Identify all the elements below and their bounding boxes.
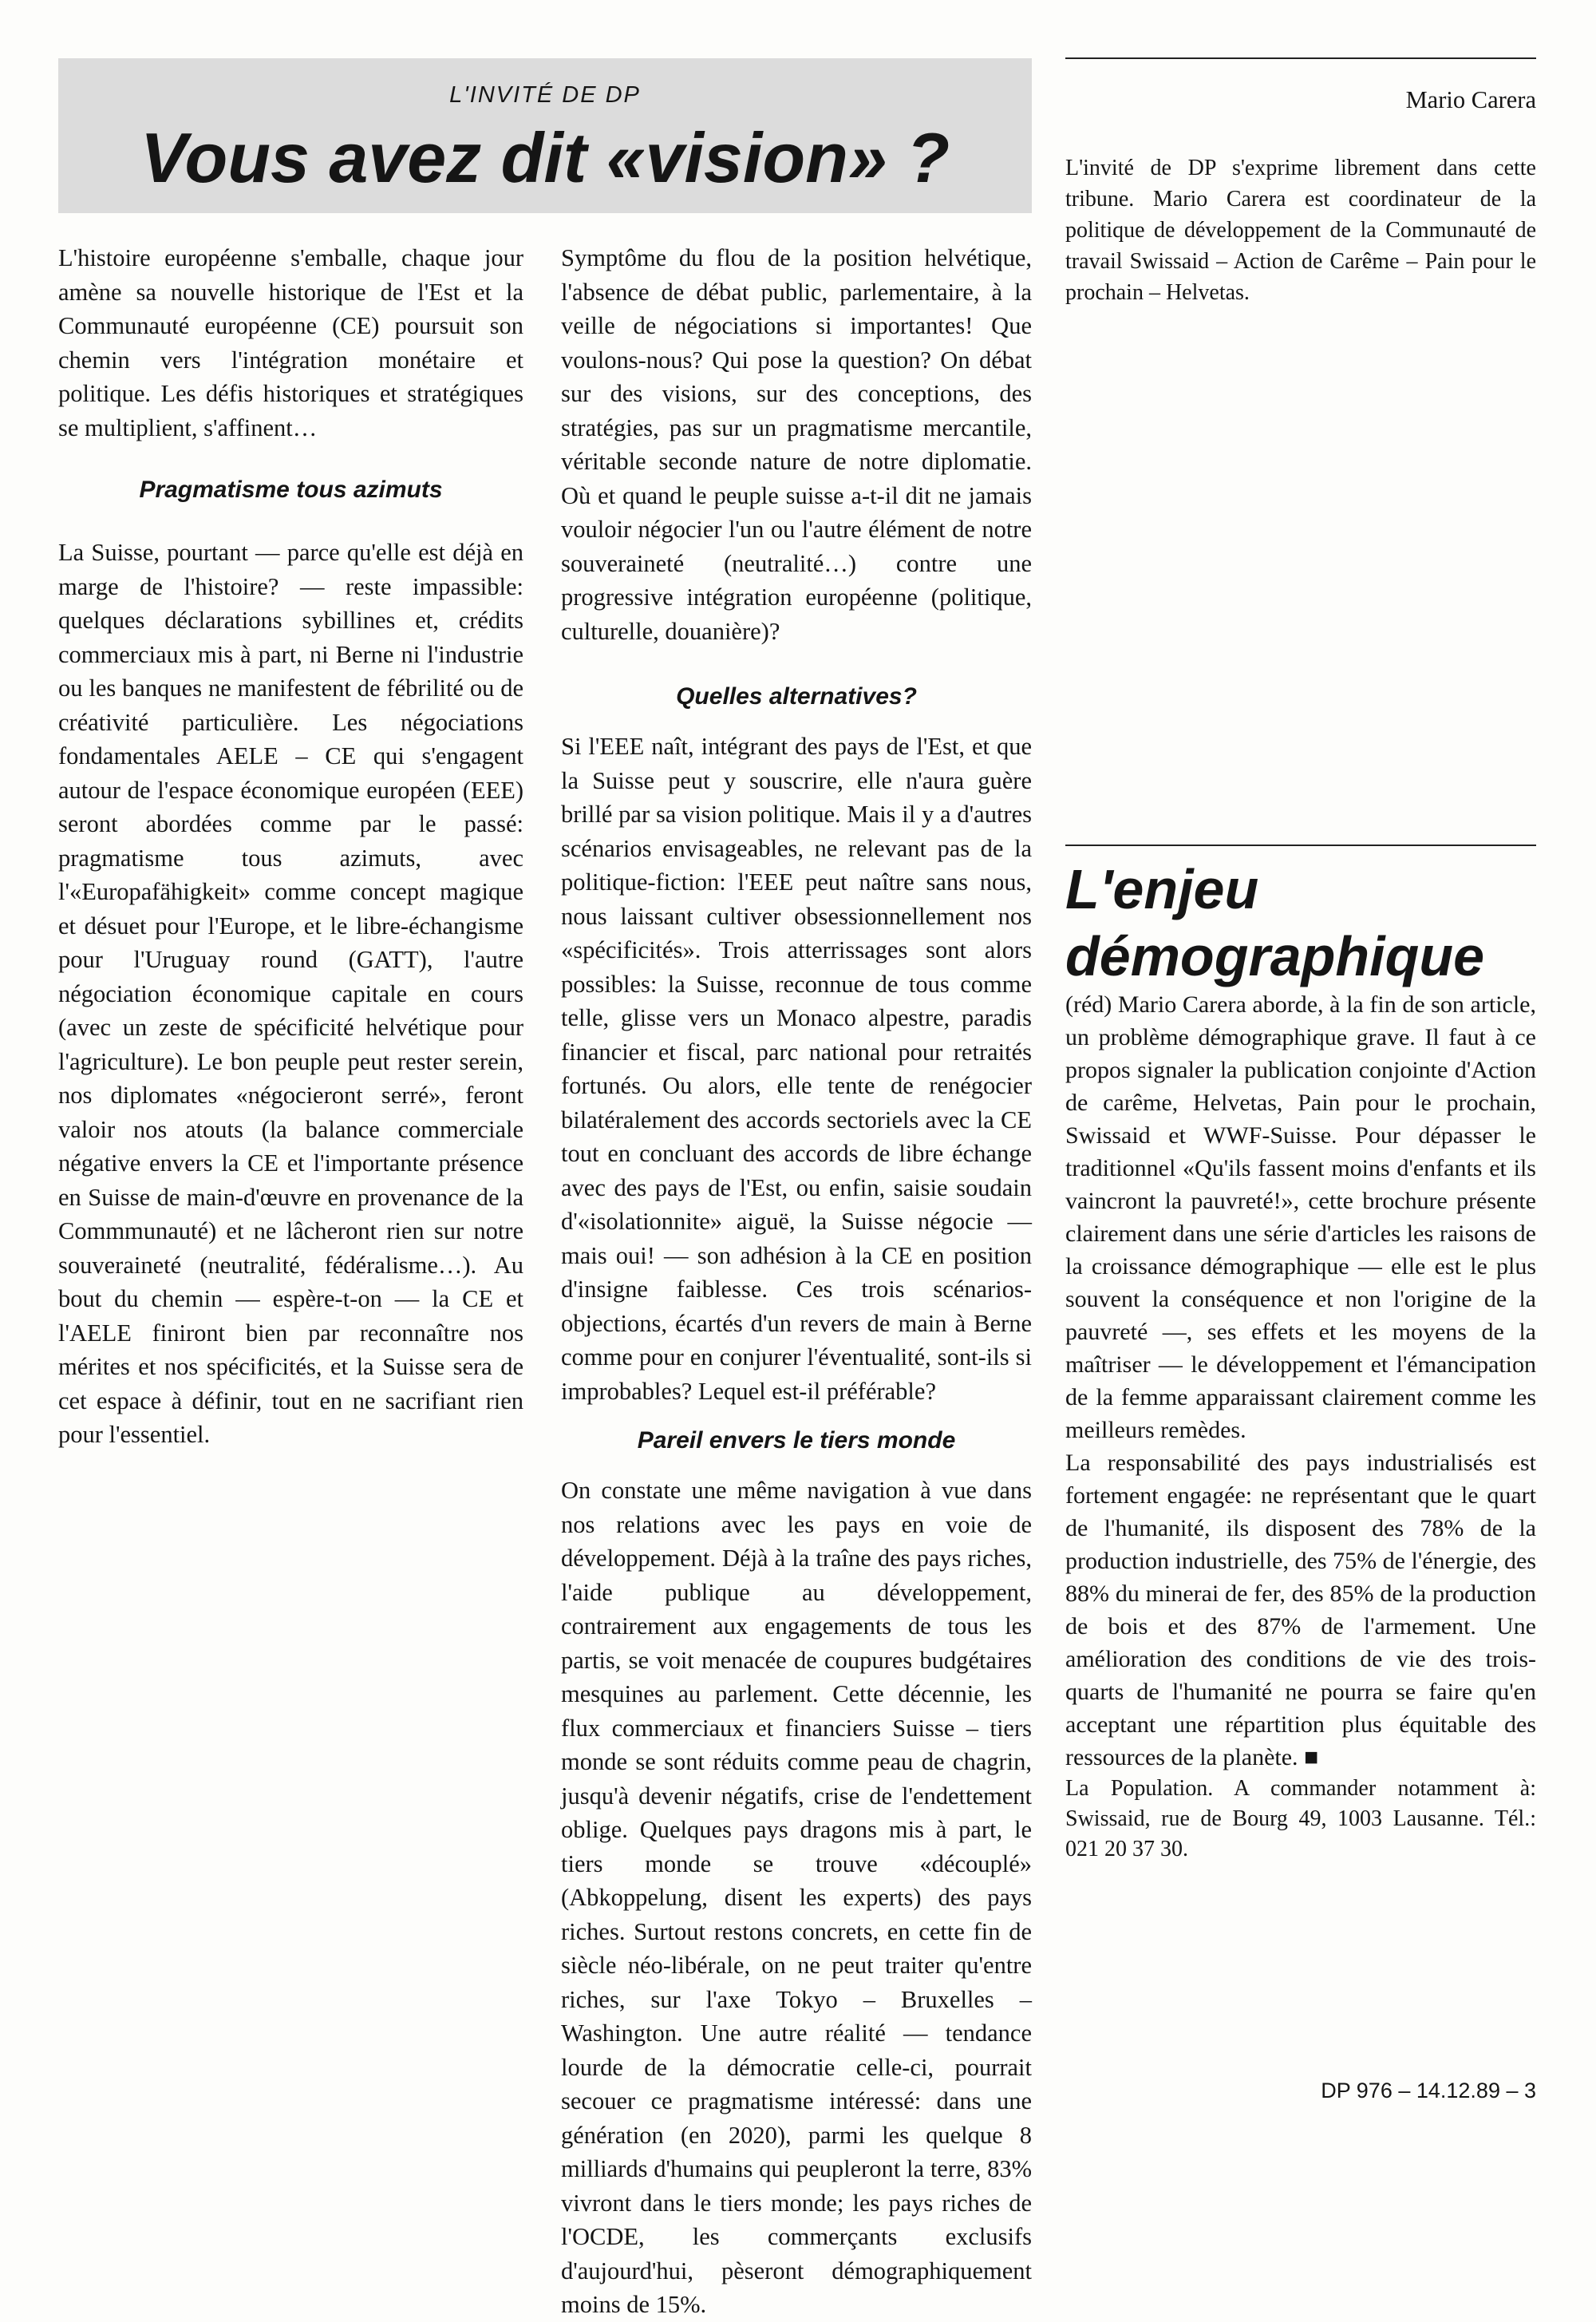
article2-paragraph-1: (réd) Mario Carera aborde, à la fin de son article, un problème démographique grave. Il faut à ce propos signaler la publication conjointe d'Action de carême, Helvetas, Pain pour le prochain, Swissaid et WWF-Suisse. Pour dépasser le traditionnel «Qu'ils fassent moins d'enfants et ils vaincront la pauvreté!», cette brochure présente clairement dans une série d'articles les raisons de la croissance démographique — elle est le plus souvent la conséquence et non l'origine de la pauvreté —, ses effets et les moyens de la maîtriser — le développement et l'émancipation de la femme apparaissant clairement comme les meilleurs remèdes.	[1065, 991, 1536, 1443]
author-signature: Mario Carera	[1405, 86, 1536, 113]
subheading-tiers-monde: Pareil envers le tiers monde	[637, 1427, 956, 1454]
article2-source: La Population. A commander notamment à: Swissaid, rue de Bourg 49, 1003 Lausanne. Tél.: 021 20 37 30.	[1065, 1776, 1536, 1861]
column-top-rule	[1065, 57, 1536, 59]
article1-column-1	[58, 241, 523, 1452]
article1-paragraph-4: On constate une même navigation à vue dans nos relations avec les pays en voie de développement. Déjà à la traîne des pays riches, l'aide publique au développement, contrairement aux engagements de tous les partis, se voit menacée de coupures budgétaires mesquines au parlement. Cette décennie, les flux commerciaux et financiers Suisse – tiers monde se sont réduits comme peau de chagrin, jusqu'à devenir négatifs, crise de l'endettement oblige. Quelques pays dragons mis à part, le tiers monde se trouve «découplé» (Abkoppelung, disent les experts) des pays riches. Surtout restons concrets, en cette fin de siècle néo-libérale, on ne peut traiter qu'entre riches, sur l'axe Tokyo – Bruxelles – Washington. Une autre réalité — tendance lourde de la démocratie celle-ci, pourrait secouer ce pragmatisme intéressé: dans une génération (en 2020), parmi les quelque 8 milliards d'humains qui peupleront la terre, 83% vivront dans le tiers monde; les pays riches de l'OCDE, les commerçants exclusifs d'aujourd'hui, pèseront démographiquement moins de 15%.	[561, 1477, 1032, 2318]
article2-title: L'enjeu démographique	[1065, 858, 1485, 987]
article1-paragraph-3: Si l'EEE naît, intégrant des pays de l'Est, et que la Suisse peut y souscrire, elle n'aura guère brillé par sa vision politique. Mais il y a d'autres scénarios envisageables, ne relevant pas de la politique-fiction: l'EEE peut naître sans nous, nous laissant cultiver obsessionnellement nos «spécificités». Trois atterrissages sont alors possibles: la Suisse, reconnue de tous comme telle, glisse vers un Monaco alpestre, paradis financier et fiscal, parc national pour retraités fortunés. Ou alors, elle tente de renégocier bilatéralement des accords sectoriels avec la CE tout en concluant des accords de libre échange avec des pays de l'Est, ou enfin, saisie soudain d'«isolationnite» aiguë, la Suisse négocie — mais oui! — son adhésion à la CE en position d'insigne faiblesse. Ces trois scénarios-objections, écartés d'un revers de main à Berne comme pour en conjurer l'éventualité, sont-ils si improbables? Lequel est-il préférable?	[561, 733, 1032, 1405]
article2-paragraph-2: La responsabilité des pays industrialisés est fortement engagée: ne représentant que le quart de l'humanité, ils disposent des 78% de la production industrielle, des 75% de l'énergie, des 88% du minerai de fer, des 85% de la production de bois et des 87% de l'armement. Une amélioration des conditions de vie des trois-quarts de l'humanité ne pourra se faire qu'en acceptant une répartition plus équitable des ressources de la planète. ■	[1065, 1450, 1536, 1770]
article1-paragraph-2: Symptôme du flou de la position helvétique, l'absence de débat public, parlementaire, à la veille de négociations si importantes! Que voulons-nous? Qui pose la question? On débat sur des visions, sur des conceptions, des stratégies, pas sur un pragmatisme mercantile, véritable seconde nature de notre diplomatie. Où et quand le peuple suisse a-t-il dit ne jamais vouloir négocier l'un ou l'autre élément de notre souveraineté (neutralité…) contre une progressive intégration européenne (politique, culturelle, douanière)?	[561, 244, 1032, 645]
page-folio: DP 976 – 14.12.89 – 3	[1321, 2079, 1536, 2102]
header-banner	[58, 58, 1032, 213]
section-divider-rule	[1065, 845, 1536, 846]
article1-column-2	[561, 241, 1032, 2322]
subheading-alternatives: Quelles alternatives?	[676, 683, 917, 710]
article2-column	[1065, 988, 1536, 1865]
author-note: L'invité de DP s'exprime librement dans cette tribune. Mario Carera est coordinateur de la politique de développement de la Communauté de travail Swissaid – Action de Carême – Pain pour le prochain – Helvetas.	[1065, 155, 1536, 305]
article1-intro: L'histoire européenne s'emballe, chaque jour amène sa nouvelle historique de l'Est et la Communauté européenne (CE) poursuit son chemin vers l'intégration monétaire et politique. Les défis historiques et stratégiques se multiplient, s'affinent…	[58, 244, 523, 441]
article1-paragraph-1: La Suisse, pourtant — parce qu'elle est déjà en marge de l'histoire? — reste impassible: quelques déclarations sybillines et, crédits commerciaux mis à part, ni Berne ni l'industrie ou les banques ne manifestent de fébrilité ou de créativité particulière. Les négociations fondamentales AELE – CE qui s'engagent autour de l'espace économique européen (EEE) seront abordées comme par le passé: pragmatisme tous azimuts, avec l'«Europafähigkeit» comme concept magique et désuet pour l'Europe, et le libre-échangisme pour l'Uruguay round (GATT), l'autre négociation économique capitale en cours (avec un zeste de spécificité helvétique pour l'agriculture). Le bon peuple peut rester serein, nos diplomates «négocieront serré», feront valoir nos atouts (la balance commerciale négative envers la CE et l'importante présence en Suisse de main-d'œuvre en provenance de la Commmunauté) et ne lâcheront rien sur notre souveraineté (neutralité, fédéralisme…). Au bout du chemin — espère-t-on — la CE et l'AELE finiront bien par reconnaître nos mérites et nos spécificités, et la Suisse sera de cet espace à définir, tout en ne sacrifiant rien pour l'essentiel.	[58, 539, 523, 1448]
subheading-pragmatisme: Pragmatisme tous azimuts	[139, 477, 443, 503]
kicker: L'INVITÉ DE DP	[449, 82, 641, 108]
article1-column-3	[1065, 83, 1536, 308]
headline: Vous avez dit «vision» ?	[140, 118, 950, 197]
